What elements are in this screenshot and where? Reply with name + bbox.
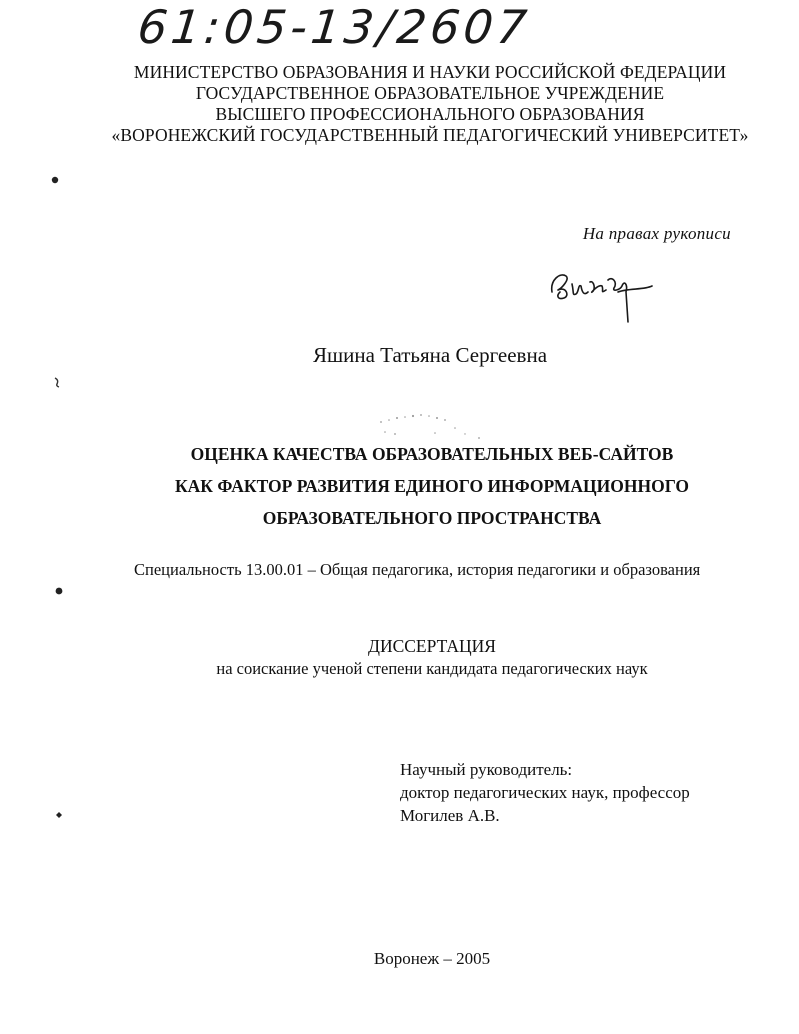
institution-line-ministry: МИНИСТЕРСТВО ОБРАЗОВАНИЯ И НАУКИ РОССИЙСКОЙ ФЕДЕРАЦИИ (133, 62, 727, 82)
rights-note: На правах рукописи (582, 224, 731, 243)
title-line-1: ОЦЕНКА КАЧЕСТВА ОБРАЗОВАТЕЛЬНЫХ ВЕБ-САЙТОВ (190, 444, 674, 464)
institution-line-university: «ВОРОНЕЖСКИЙ ГОСУДАРСТВЕННЫЙ ПЕДАГОГИЧЕСКИЙ УНИВЕРСИТЕТ» (111, 125, 749, 145)
author-name: Яшина Татьяна Сергеевна (312, 343, 548, 367)
author-signature (548, 262, 658, 324)
margin-dot-mark (55, 811, 63, 819)
dissertation-title (0, 438, 799, 534)
margin-smudge-mark (53, 376, 62, 388)
supervisor-label: Научный руководитель: (400, 760, 573, 779)
archive-code-handwritten: 61:05-13/2607 (135, 0, 534, 54)
margin-dot-mark (55, 587, 63, 595)
specialty-line: Специальность 13.00.01 – Общая педагогика, история педагогики и образования (134, 560, 701, 579)
institution-line-level: ВЫСШЕГО ПРОФЕССИОНАЛЬНОГО ОБРАЗОВАНИЯ (215, 104, 645, 124)
supervisor-name: Могилев А.В. (400, 806, 500, 825)
institution-block (0, 62, 799, 146)
dissertation-heading: ДИССЕРТАЦИЯ (368, 636, 496, 656)
dissertation-subtitle: на соискание ученой степени кандидата педагогических наук (216, 659, 648, 678)
supervisor-degree: доктор педагогических наук, профессор (400, 783, 690, 802)
title-line-3: ОБРАЗОВАТЕЛЬНОГО ПРОСТРАНСТВА (262, 508, 602, 528)
institution-line-type: ГОСУДАРСТВЕННОЕ ОБРАЗОВАТЕЛЬНОЕ УЧРЕЖДЕНИЕ (195, 83, 665, 103)
faint-stamp-mark (375, 408, 485, 440)
margin-dot-mark (51, 176, 59, 184)
title-line-2: КАК ФАКТОР РАЗВИТИЯ ЕДИНОГО ИНФОРМАЦИОННОГО (174, 476, 690, 496)
city-year: Воронеж – 2005 (373, 949, 491, 968)
supervisor-block (400, 758, 690, 827)
